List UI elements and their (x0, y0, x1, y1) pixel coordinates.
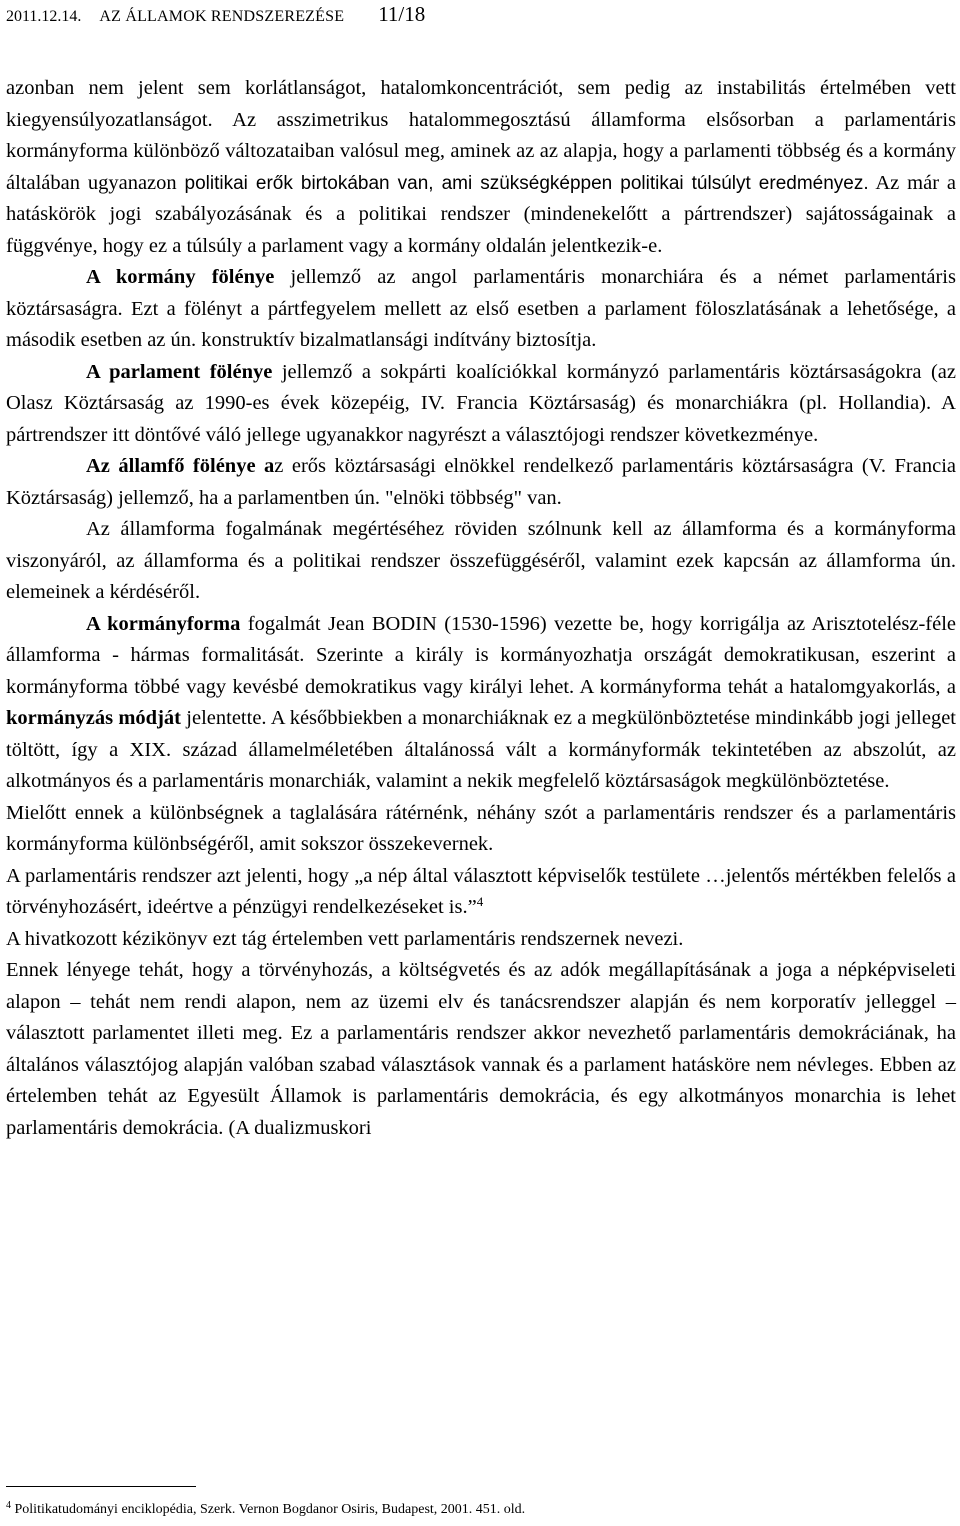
paragraph-2 (6, 262, 956, 357)
document-body (6, 73, 956, 1144)
paragraph-4-bold: Az államfő fölénye a (86, 455, 275, 477)
paragraph-6 (6, 609, 956, 798)
footnote-text: Politikatudományi enciklopédia, Szerk. Vernon Bogdanor Osiris, Budapest, 2001. 451. old. (11, 1502, 526, 1517)
paragraph-3-text: jellemző a sokpárti koalíciókkal kormányzó parlamentáris köztársaságokra (az Olasz Köztársaság az 1990-es évek közepéig, IV. Francia Köztársaság) és monarchiákra (pl. Hollandia). A pártrendszer itt döntővé váló jellege ugyanakkor nagyrészt a választójogi rendszer következménye. (6, 360, 956, 446)
footnote-reference[interactable]: 4 (476, 894, 484, 909)
paragraph-1-text-a: azonban nem jelent sem korlátlanságot, hatalomkoncentrációt, sem pedig az instabilitás értelmében vett kiegyensúlyozatlanságot. Az asszimetrikus hatalommegosztású államforma elsősorban a parlamentáris kormányforma különböző változataiban valósul meg, aminek az az alapja, hogy a parlamenti többség és a kormány általában ugyanazon (6, 77, 956, 194)
paragraph-6-text-1: fogalmát Jean BODIN (1530-1596) vezette be, hogy korrigálja az Arisztotelész-féle államforma - hármas formalitását. Szerinte a király is kormányozhatja országát demokratikusan, eszerint a kormányforma többé vagy kevésbé demokratikus vagy királyi lehet. A kormányforma tehát a hatalomgyakorlás, a (6, 612, 956, 698)
paragraph-4-text: z erős köztársasági elnökkel rendelkező parlamentáris köztársaságra (V. Francia Köztársaság) jellemző, ha a parlamentben ún. "elnöki többség" van. (6, 455, 956, 509)
page-number: 11/18 (378, 2, 426, 26)
paragraph-7: Mielőtt ennek a különbségnek a taglalására rátérnénk, néhány szót a parlamentáris rendszer és a parlamentáris kormányforma különbségéről, amit sokszor összekevernek. (6, 801, 956, 855)
paragraph-3-bold: A parlament fölénye (86, 360, 273, 383)
paragraph-5: Az államforma fogalmának megértéséhez röviden szólnunk kell az államforma és a kormányforma viszonyáról, az államforma és a politikai rendszer összefüggéséről, valamint ezek kapcsán az államforma ún. elemeinek a kérdéséről. (6, 518, 956, 603)
paragraph-2-bold: A kormány fölénye (86, 266, 275, 288)
paragraph-6-bold-2: kormányzás módját (6, 707, 181, 729)
header-title: AZ ÁLLAMOK RENDSZEREZÉSE (99, 8, 345, 25)
paragraph-6-bold-1: A kormányforma (86, 612, 241, 635)
paragraph-2-text: jellemző az angol parlamentáris monarchiára és a német parlamentáris köztársaságra. Ezt a fölényt a pártfegyelem mellett az első esetben a parlament föloszlatásának a lehetősége, a második esetben az ún. konstruktív bizalmatlansági indítvány biztosítja. (6, 266, 956, 351)
page-header (6, 0, 425, 28)
paragraph-6-text-2: jelentette. A későbbiekben a monarchiáknak ez a megkülönböztetése mindinkább jogi jelleget töltött, így a XIX. század államelméletében általánossá vált a kormányformák tekintetében az abszolút, az alkotmányos és a parlamentáris monarchiák, valamint a nekik megfelelő köztársaságok megkülönböztetése. (6, 707, 957, 792)
paragraph-1-text-c: Az már a hatáskörök jogi szabályozásának és a politikai rendszer (mindenekelőtt a pártrendszer) sajátosságainak a függvénye, hogy ez a túlsúly a parlament vagy a kormány oldalán jelentkezik-e. (6, 171, 956, 257)
paragraph-8-text: A parlamentáris rendszer azt jelenti, hogy „a nép által választott képviselők testülete …jelentős mértékben felelős a törvényhozásért, ideértve a pénzügyi rendelkezéseket is.” (6, 864, 956, 918)
paragraph-1 (6, 73, 956, 262)
paragraph-10: Ennek lényege tehát, hogy a törvényhozás, a költségvetés és az adók megállapításának a joga a népképviseleti alapon – tehát nem rendi alapon, nem az üzemi elv és tanácsrendszer alapján és nem korporatív jelleggel – választott parlamentet illeti meg. Ez a parlamentáris rendszer akkor nevezhető parlamentáris demokráciának, ha általános választójog alapján valóban szabad választások vannak és a parlament hatásköre nem névleges. Ebben az értelemben tehát az Egyesült Államok is parlamentáris demokrácia, és egy alkotmányos monarchia is lehet parlamentáris demokrácia. (A dualizmuskori (6, 959, 956, 1139)
paragraph-3 (6, 357, 956, 452)
paragraph-4 (6, 451, 956, 514)
paragraph-8 (6, 861, 956, 924)
footnote-mark: 4 (6, 1500, 11, 1511)
header-date: 2011.12.14. (6, 8, 82, 25)
footnote (6, 1500, 525, 1520)
footnote-divider (6, 1486, 196, 1487)
paragraph-9: A hivatkozott kézikönyv ezt tág értelemben vett parlamentáris rendszernek nevezi. (6, 927, 684, 950)
paragraph-1-text-b: politikai erők birtokában van, ami szükségképpen politikai túlsúlyt eredményez. (184, 172, 869, 194)
